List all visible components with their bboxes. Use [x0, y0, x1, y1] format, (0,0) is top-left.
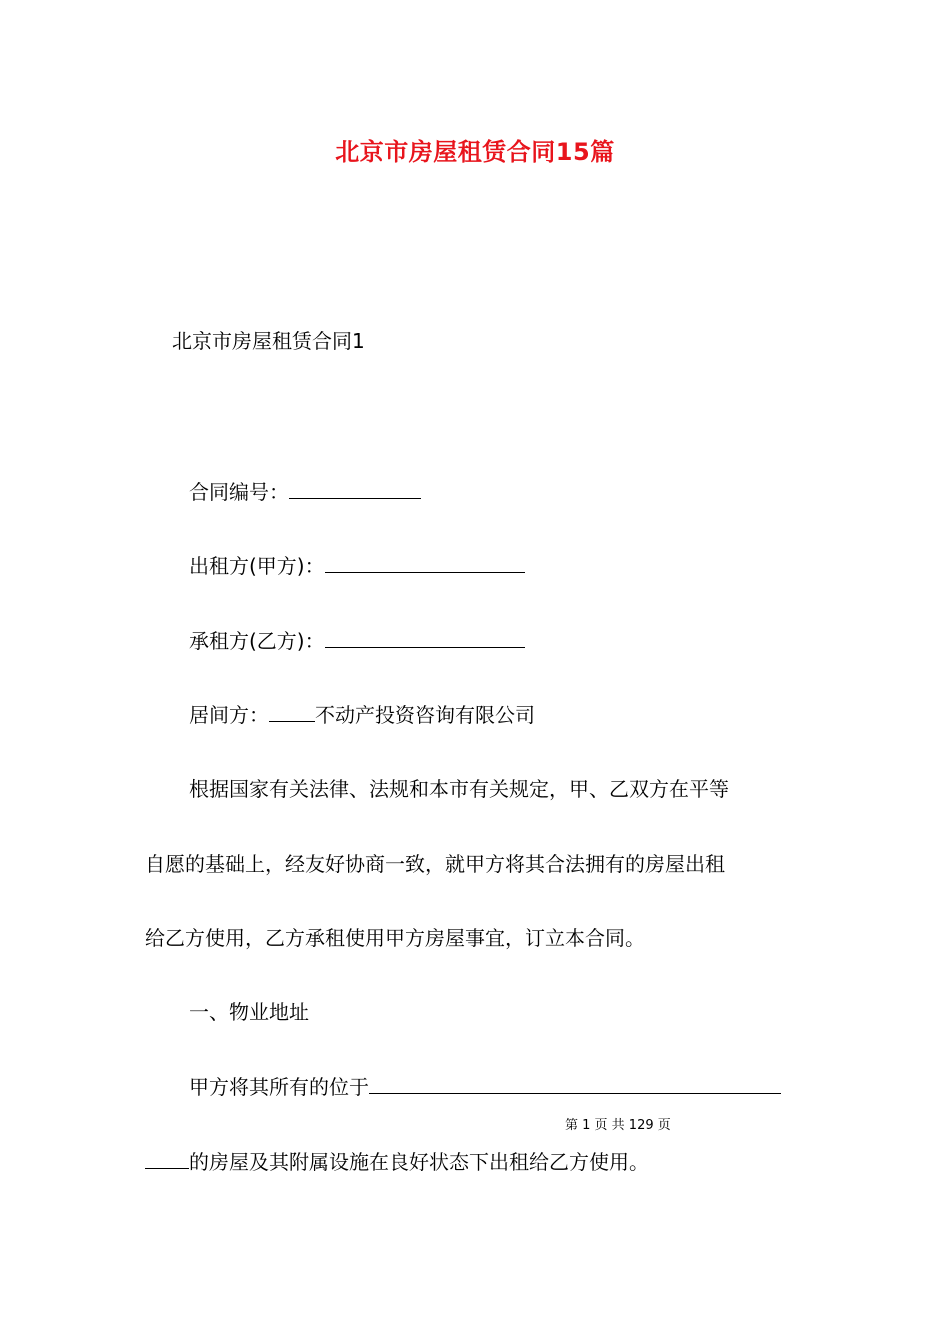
contract-number-blank — [289, 478, 421, 499]
lessor-label: 出租方(甲方)： — [189, 554, 325, 578]
article-1-heading: 一、物业地址 — [189, 1000, 309, 1024]
lessor-blank — [325, 552, 525, 573]
paragraph-line-1: 根据国家有关法律、法规和本市有关规定，甲、乙双方在平等 — [189, 777, 729, 801]
page-number: 第 1 页 共 129 页 — [565, 1118, 671, 1133]
article-1-text-1: 甲方将其所有的位于 — [189, 1075, 369, 1099]
paragraph-line-2: 自愿的基础上，经友好协商一致，就甲方将其合法拥有的房屋出租 — [145, 852, 725, 876]
intermediary-value: 不动产投资咨询有限公司 — [315, 703, 535, 727]
paragraph-line-3: 给乙方使用，乙方承租使用甲方房屋事宜，订立本合同。 — [145, 926, 645, 950]
article-1-line-1 — [189, 1073, 781, 1101]
article-1-line-2 — [145, 1148, 649, 1176]
contract-number-field — [189, 478, 421, 506]
contract-number-label: 合同编号： — [189, 480, 289, 504]
address-blank — [369, 1073, 781, 1094]
intermediary-field — [189, 701, 535, 729]
lessor-field — [189, 552, 525, 580]
intermediary-label: 居间方： — [189, 703, 269, 727]
intermediary-blank — [269, 701, 315, 722]
document-title: 北京市房屋租赁合同15篇 — [335, 138, 615, 166]
lessee-field — [189, 627, 525, 655]
section-heading: 北京市房屋租赁合同1 — [172, 329, 365, 353]
lessee-blank — [325, 627, 525, 648]
article-1-text-2: 的房屋及其附属设施在良好状态下出租给乙方使用。 — [189, 1150, 649, 1174]
lessee-label: 承租方(乙方)： — [189, 629, 325, 653]
address-blank-continued — [145, 1148, 189, 1169]
